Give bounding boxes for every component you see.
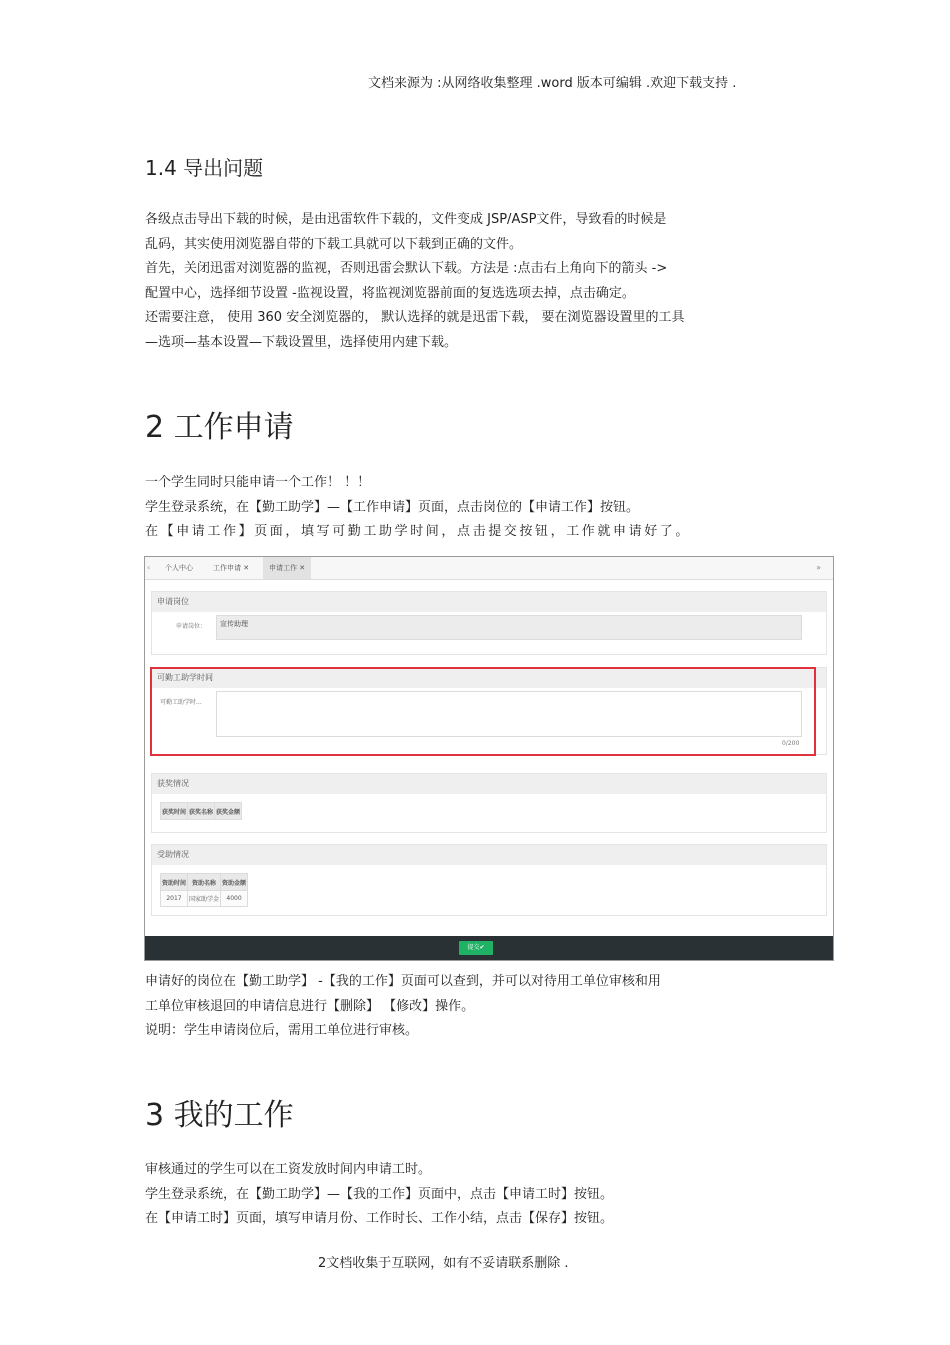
submit-button[interactable]: 提交✔	[459, 941, 493, 955]
section-2-heading: 2 工作申请	[145, 410, 294, 445]
paragraph-line: 说明：学生申请岗位后，需用工单位进行审核。	[145, 1023, 419, 1038]
paragraph-line: 还需要注意， 使用 360 安全浏览器的， 默认选择的就是迅雷下载， 要在浏览器设置里的工具	[145, 310, 685, 325]
tab-apply-job[interactable]: 申请工作 ✕	[263, 557, 311, 579]
panel-title: 可勤工助学时间	[152, 668, 826, 688]
panel-title: 获奖情况	[152, 774, 826, 794]
section-1-4-heading: 1.4 导出问题	[145, 156, 264, 180]
paragraph-line: 在【申请工时】页面，填写申请月份、工作时长、工作小结，点击【保存】按钮。	[145, 1211, 614, 1226]
table-header: 资助时间	[161, 874, 188, 891]
panel-apply-position	[151, 591, 827, 655]
panel-financial-aid	[151, 844, 827, 916]
table-header: 获奖时间	[161, 803, 188, 820]
paragraph-line: 乱码，其实使用浏览器自带的下载工具就可以下载到正确的文件。	[145, 236, 523, 252]
tab-personal-center[interactable]: 个人中心	[165, 564, 193, 572]
aid-table	[160, 873, 248, 907]
table-cell: 4000	[221, 891, 248, 907]
paragraph-line: 审核通过的学生可以在工资发放时间内申请工时。	[145, 1162, 432, 1177]
section-3-heading: 3 我的工作	[145, 1098, 294, 1133]
section-2-after-body	[145, 970, 805, 1044]
highlight-box	[150, 667, 816, 756]
bottom-action-bar	[145, 936, 833, 960]
table-header: 获奖金额	[215, 803, 242, 820]
table-cell: 2017	[161, 891, 188, 907]
table-header: 获奖名称	[188, 803, 215, 820]
awards-table	[160, 802, 242, 820]
paragraph-line: 首先，关闭迅雷对浏览器的监视，否则迅雷会默认下载。方法是 :点击右上角向下的箭头 ->	[145, 261, 668, 276]
page-header-note: 文档来源为 :从网络收集整理 .word 版本可编辑 .欢迎下载支持 .	[368, 76, 737, 91]
section-2-body	[145, 471, 805, 545]
paragraph-line: 申请好的岗位在【勤工助学】 -【我的工作】页面可以查到，并可以对待用工单位审核和用	[145, 974, 661, 989]
tab-work-apply[interactable]: 工作申请 ✕	[213, 564, 250, 572]
section-1-4-body	[145, 208, 805, 355]
char-counter: 0/200	[782, 740, 800, 747]
paragraph-line: 学生登录系统，在【勤工助学】—【工作申请】页面，点击岗位的【申请工作】按钮。	[145, 499, 640, 515]
paragraph-line: —选项—基本设置—下载设置里，选择使用内建下载。	[145, 334, 458, 350]
paragraph-line: 工单位审核退回的申请信息进行【删除】 【修改】操作。	[145, 998, 475, 1014]
field-label: 可勤工助学时...	[160, 699, 202, 706]
scroll-left-icon[interactable]: ‹	[147, 563, 151, 572]
table-header: 资助名称	[188, 874, 221, 891]
paragraph-line: 在【申请工作】页面，填写可勤工助学时间，点击提交按钮，工作就申请好了。	[145, 524, 692, 539]
paragraph-line: 学生登录系统，在【勤工助学】—【我的工作】页面中，点击【申请工时】按钮。	[145, 1186, 614, 1202]
paragraph-line: 一个学生同时只能申请一个工作！ ！！	[145, 475, 371, 490]
page-footer-note: 2文档收集于互联网，如有不妥请联系删除 .	[318, 1256, 569, 1271]
table-cell: 国家助学金	[188, 891, 221, 907]
table-row	[161, 891, 248, 907]
more-tabs-icon[interactable]: »	[816, 563, 821, 572]
panel-title: 受助情况	[152, 845, 826, 865]
paragraph-line: 各级点击导出下载的时候，是由迅雷软件下载的，文件变成 JSP/ASP文件，导致看的时候是	[145, 212, 667, 227]
field-label: 申请岗位：	[176, 623, 207, 630]
section-3-body	[145, 1158, 805, 1232]
tab-bar	[145, 557, 833, 580]
paragraph-line: 配置中心，选择细节设置 -监视设置，将监视浏览器前面的复选选项去掉，点击确定。	[145, 285, 635, 301]
table-header: 资助金额	[221, 874, 248, 891]
panel-awards	[151, 773, 827, 833]
position-field[interactable]: 宣传助理	[216, 615, 802, 640]
embedded-screenshot	[144, 556, 834, 961]
panel-title: 申请岗位	[152, 592, 826, 612]
